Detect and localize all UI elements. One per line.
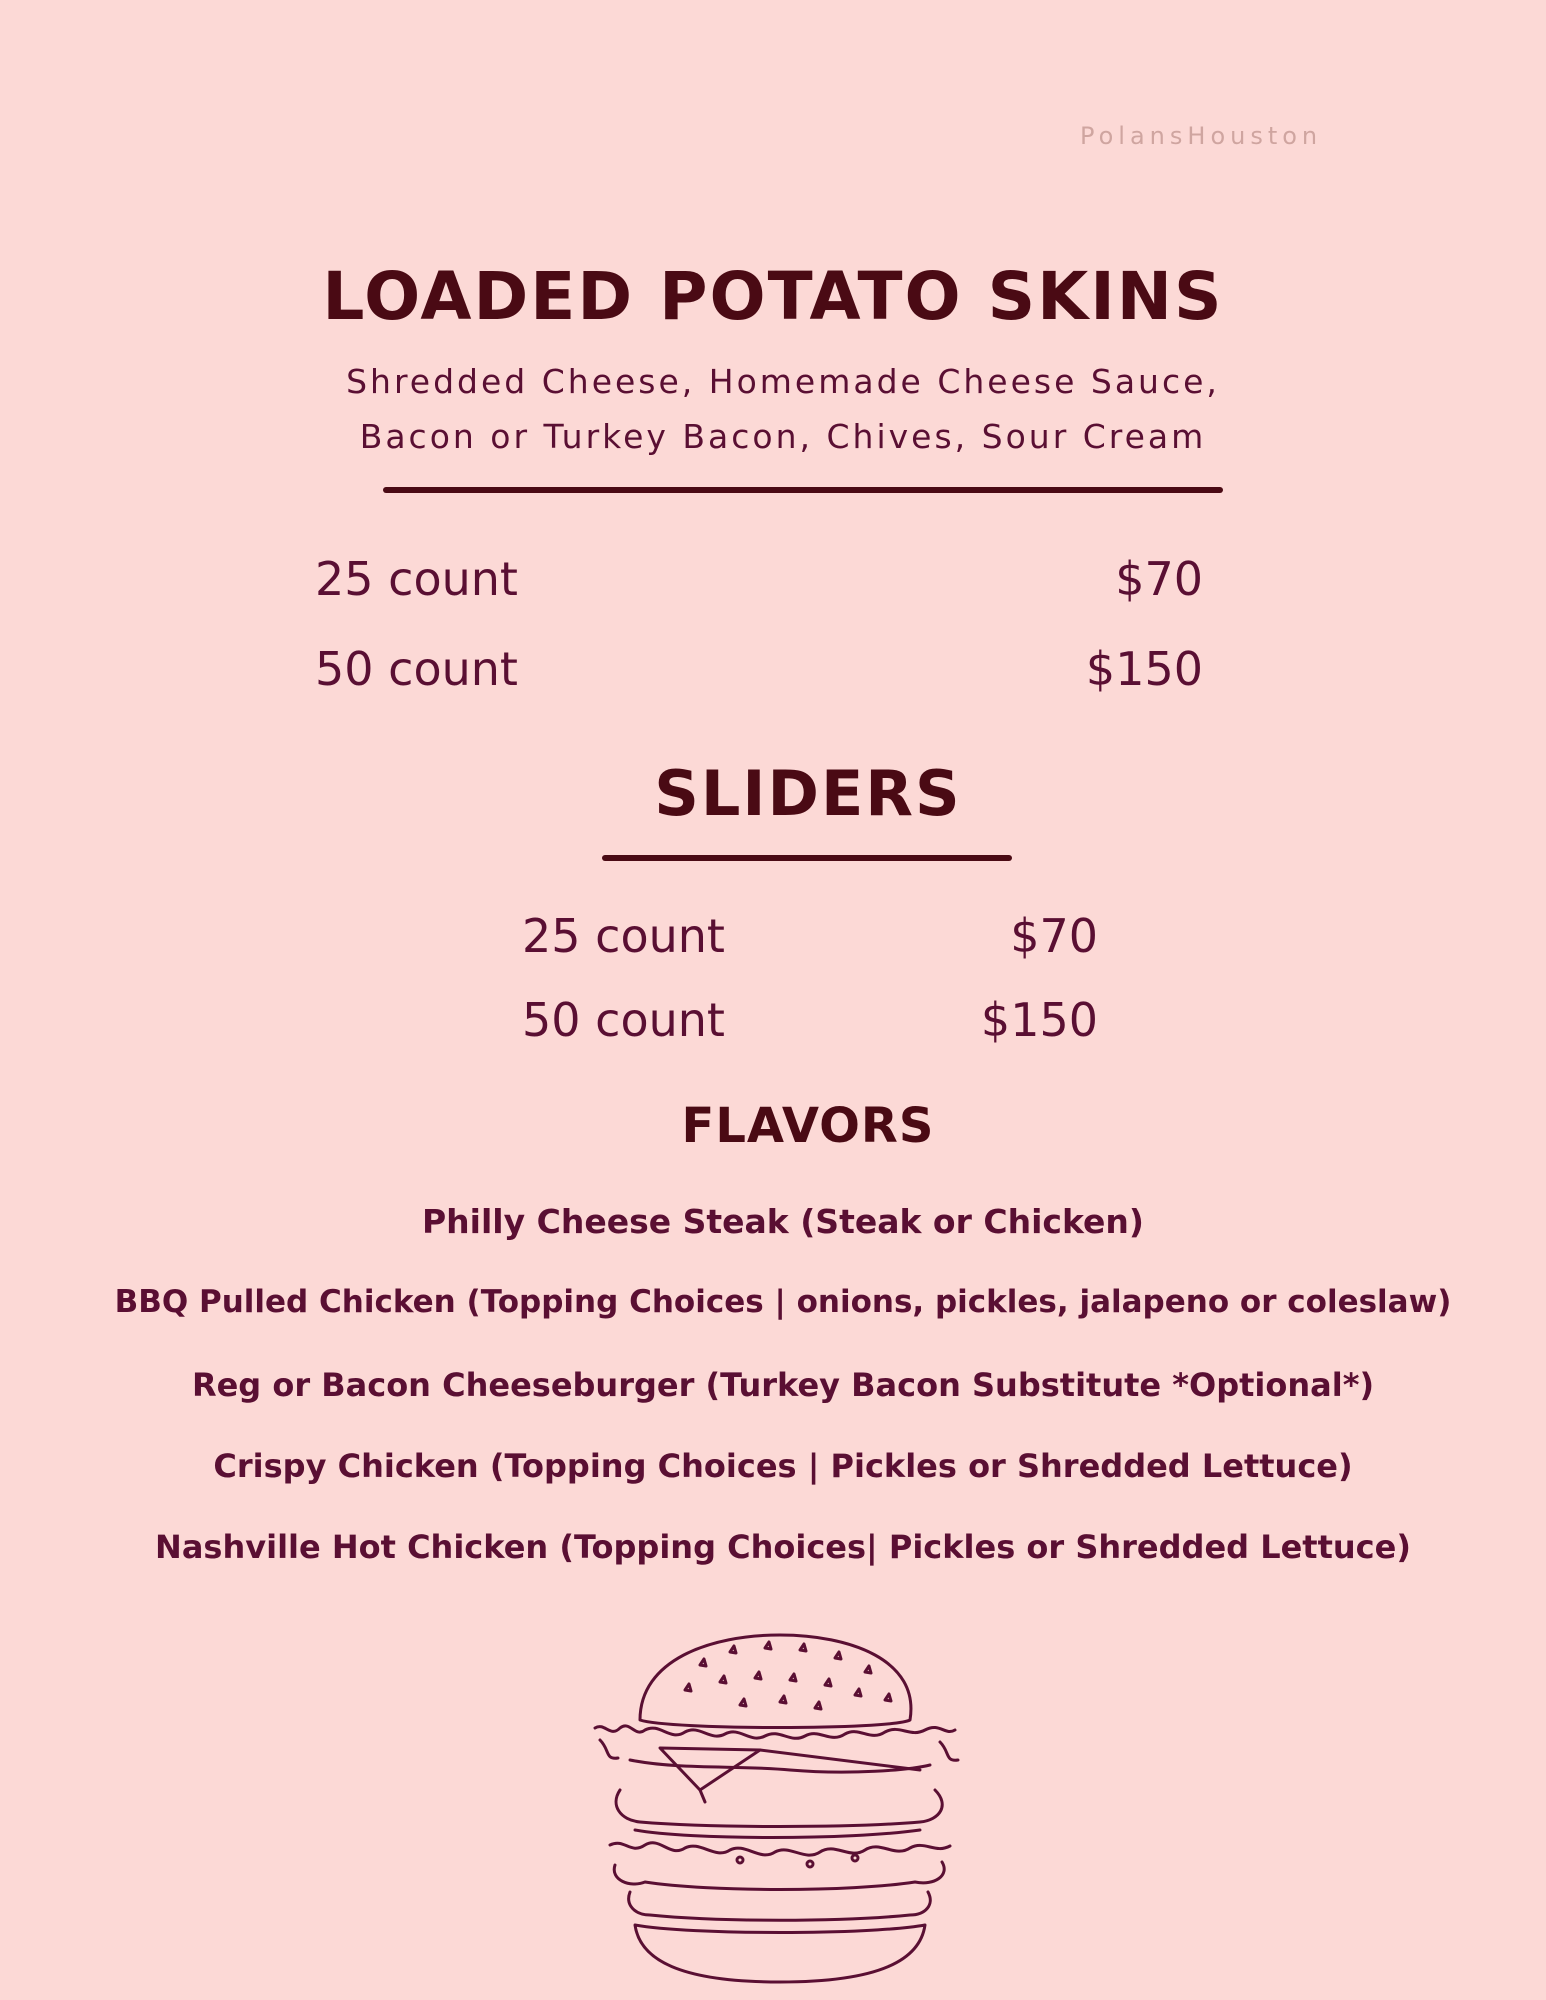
potato-skins-description-line1: Shredded Cheese, Homemade Cheese Sauce,	[346, 362, 1220, 401]
watermark: PolansHouston	[1080, 122, 1323, 150]
potato-skins-count-50: 50 count	[315, 642, 518, 696]
sliders-divider	[602, 855, 1012, 861]
potato-skins-count-25: 25 count	[315, 552, 518, 606]
flavor-item: BBQ Pulled Chicken (Topping Choices | onions, pickles, jalapeno or coleslaw)	[114, 1284, 1452, 1320]
sliders-count-50: 50 count	[522, 993, 725, 1047]
sliders-price-50: $150	[980, 993, 1098, 1047]
flavor-item: Reg or Bacon Cheeseburger (Turkey Bacon Substitute *Optional*)	[191, 1366, 1375, 1404]
flavor-item: Nashville Hot Chicken (Topping Choices| Pickles or Shredded Lettuce)	[155, 1528, 1411, 1566]
potato-skins-description-line2: Bacon or Turkey Bacon, Chives, Sour Cream	[359, 417, 1207, 456]
flavor-item: Crispy Chicken (Topping Choices | Pickles or Shredded Lettuce)	[213, 1447, 1353, 1485]
potato-skins-price-50: $150	[1085, 642, 1203, 696]
potato-skins-price-25: $70	[1115, 552, 1203, 606]
sliders-price-25: $70	[1010, 909, 1098, 963]
flavor-item: Philly Cheese Steak (Steak or Chicken)	[422, 1202, 1144, 1241]
potato-skins-divider	[383, 487, 1223, 493]
burger-icon	[590, 1630, 970, 1990]
flavors-title: FLAVORS	[681, 1098, 935, 1154]
potato-skins-title: LOADED POTATO SKINS	[322, 258, 1224, 335]
sliders-title: SLIDERS	[654, 757, 962, 830]
sliders-count-25: 25 count	[522, 909, 725, 963]
